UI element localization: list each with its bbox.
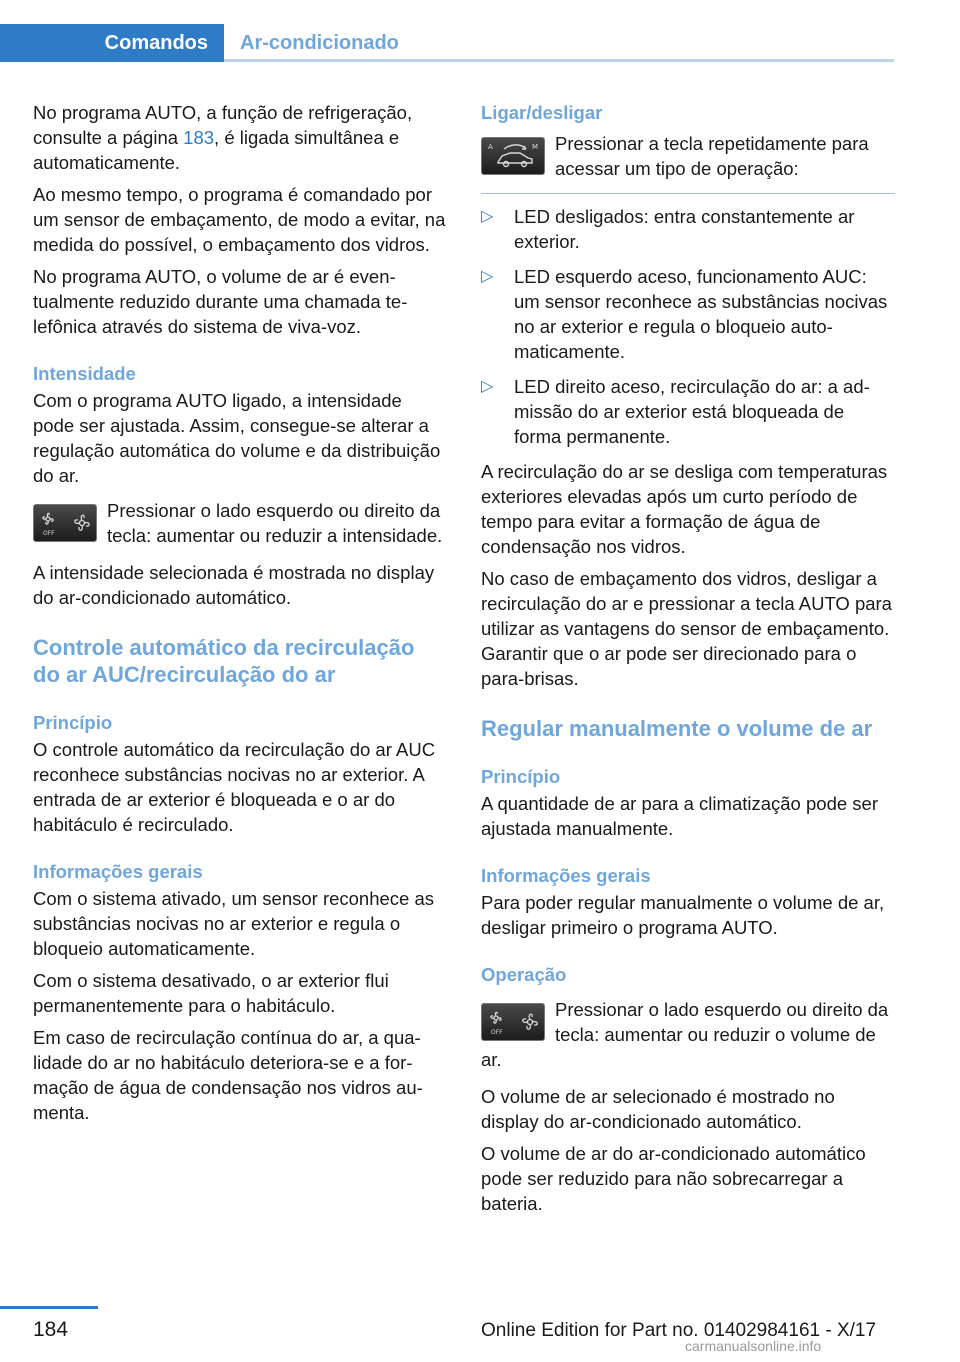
header-rule bbox=[224, 59, 894, 62]
list-item-text: LED direito aceso, recirculação do ar: a admissão do ar exterior está bloqueada de forma permanente. bbox=[514, 376, 870, 447]
watermark: carmanualsonline.info bbox=[685, 1338, 822, 1354]
list-item bbox=[481, 204, 895, 254]
list-item bbox=[481, 374, 895, 449]
list-item-text: LED desligados: entra constantemente ar exterior. bbox=[514, 206, 855, 252]
icon-instruction bbox=[33, 498, 447, 548]
section-tab-ar-condicionado[interactable]: Ar-condicionado bbox=[240, 31, 399, 54]
paragraph: Com o sistema ativado, um sensor reconhece as substâncias nocivas no ar exterior e regula o bloqueio automaticamente. bbox=[33, 888, 435, 959]
section-heading-regular-volume: Regular manualmente o volume de ar bbox=[481, 716, 873, 741]
subheading-informacoes-gerais: Informações gerais bbox=[33, 861, 203, 882]
icon-instruction bbox=[481, 131, 895, 181]
paragraph bbox=[33, 100, 447, 175]
page-number: 184 bbox=[33, 1318, 69, 1341]
paragraph: No caso de embaçamento dos vidros, desligar a recirculação do ar e pressionar a tecla AUTO para utilizar as vantagens do sensor de embaçamento. Garantir que o ar pode ser direcionado para o para-brisas. bbox=[481, 568, 892, 689]
subheading-operacao: Operação bbox=[481, 964, 567, 985]
paragraph: A intensidade selecionada é mostrada no display do ar-condicionado automático. bbox=[33, 562, 435, 608]
subheading-intensidade: Intensidade bbox=[33, 363, 136, 384]
svg-text:M: M bbox=[532, 143, 539, 151]
paragraph: A recirculação do ar se desliga com temperaturas exteriores elevadas após um curto período de tempo para evitar a formação de água de condensação nos vidros. bbox=[481, 461, 888, 557]
bullet-triangle-icon: ▷ bbox=[481, 268, 494, 285]
subheading-informacoes-gerais: Informações gerais bbox=[481, 865, 651, 886]
paragraph: Para poder regular manualmente o volume de ar, desligar primeiro o programa AUTO. bbox=[481, 892, 885, 938]
text: No programa AUTO, a função de refrigeração, consulte a página bbox=[33, 102, 413, 148]
bullet-triangle-icon: ▷ bbox=[481, 208, 494, 225]
list-item bbox=[481, 264, 895, 364]
right-column bbox=[481, 100, 895, 1223]
instruction-text: Pressionar o lado esquerdo ou direito da tecla: aumentar ou reduzir o volume de ar. bbox=[481, 999, 889, 1070]
left-column bbox=[33, 100, 447, 1132]
paragraph: O controle automático da recirculação do ar AUC reconhece substâncias nocivas no ar exterior. A entrada de ar exterior é bloqueada e o ar do habitáculo é recirculado. bbox=[33, 739, 436, 835]
list-item-text: LED esquerdo aceso, funcionamento AUC: um sensor reconhece as substâncias nocivas no ar exterior e regula o bloqueio automaticamente. bbox=[514, 266, 888, 362]
fan-off-button-icon bbox=[33, 504, 97, 542]
footer-page-rule bbox=[0, 1306, 98, 1309]
paragraph: Em caso de recirculação contínua do ar, a qualidade do ar no habitáculo deteriora-se e a formação de água de condensação nos vidros aumenta. bbox=[33, 1027, 423, 1123]
icon-instruction bbox=[481, 997, 895, 1072]
paragraph: Com o sistema desativado, o ar exterior flui permanentemente para o habitáculo. bbox=[33, 970, 389, 1016]
page-link-183[interactable]: 183 bbox=[183, 127, 215, 148]
subheading-ligar-desligar: Ligar/desligar bbox=[481, 102, 603, 123]
bullet-triangle-icon: ▷ bbox=[481, 378, 494, 395]
paragraph: O volume de ar selecionado é mostrado no display do ar-condicionado automático. bbox=[481, 1086, 835, 1132]
paragraph: Ao mesmo tempo, o programa é comandado por um sensor de embaçamento, de modo a evitar, na medida do possível, o embaçamento dos vidros. bbox=[33, 184, 446, 255]
text: , é ligada simultânea e automaticamente. bbox=[33, 127, 400, 173]
svg-text:OFF: OFF bbox=[43, 530, 55, 537]
paragraph: O volume de ar do ar-condicionado automático pode ser reduzido para não sobrecarregar a bateria. bbox=[481, 1143, 866, 1214]
paragraph: A quantidade de ar para a climatização pode ser ajustada manualmente. bbox=[481, 793, 878, 839]
section-tab-comandos[interactable]: Comandos bbox=[0, 24, 224, 62]
fan-off-button-icon bbox=[481, 1003, 545, 1041]
subheading-principio: Princípio bbox=[33, 712, 113, 733]
divider bbox=[481, 193, 895, 194]
instruction-text: Pressionar o lado esquerdo ou direito da tecla: aumentar ou reduzir a intensidade. bbox=[107, 500, 443, 546]
svg-text:A: A bbox=[488, 143, 493, 151]
svg-text:OFF: OFF bbox=[491, 1029, 503, 1036]
bullet-list bbox=[481, 204, 895, 449]
page-header bbox=[0, 0, 960, 62]
instruction-text: Pressionar a tecla repetidamente para acessar um tipo de operação: bbox=[555, 133, 869, 179]
recirculation-car-button-icon bbox=[481, 137, 545, 175]
subheading-principio: Princípio bbox=[481, 766, 561, 787]
paragraph: No programa AUTO, o volume de ar é eventualmente reduzido durante uma chamada telefônica através do sistema de viva-voz. bbox=[33, 266, 408, 337]
section-heading-auc: Controle automático da recirculação do ar AUC/recirculação do ar bbox=[33, 635, 415, 687]
paragraph: Com o programa AUTO ligado, a intensidade pode ser ajustada. Assim, consegue-se alterar a regulação automática do volume e da distribuição do ar. bbox=[33, 390, 441, 486]
edition-footer: Online Edition for Part no. 01402984161 - X/17 bbox=[481, 1320, 877, 1341]
